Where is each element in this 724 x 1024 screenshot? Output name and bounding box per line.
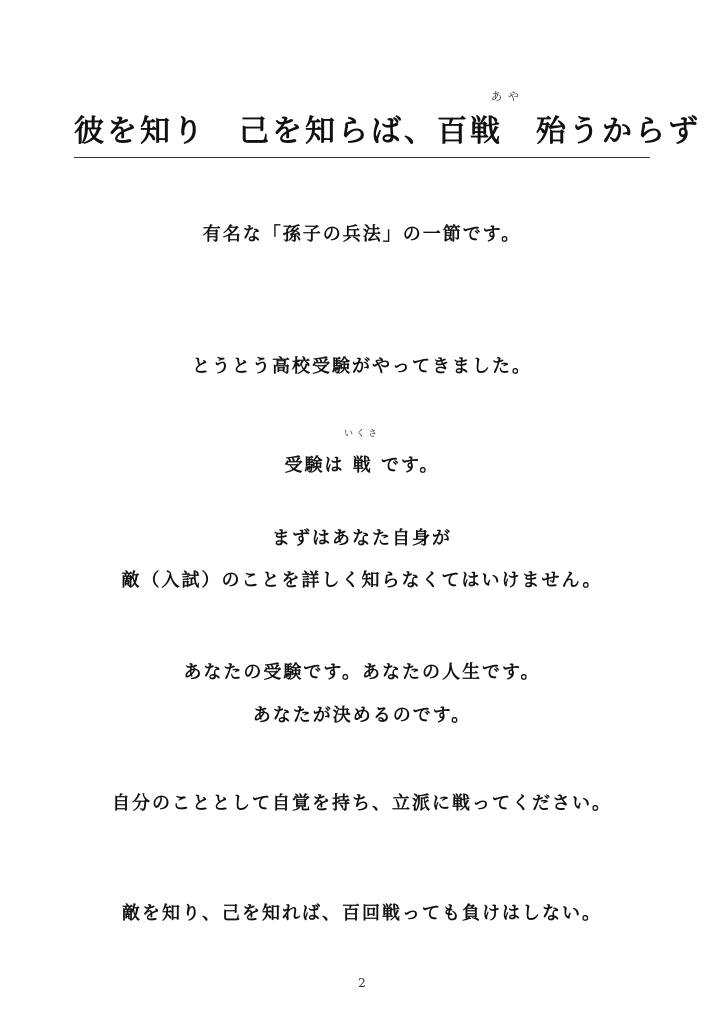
- body-line-you-decide: あなたが決めるのです。: [252, 705, 472, 726]
- title-underline-divider: [74, 157, 650, 158]
- body-line-your-exam-your-life: あなたの受験です。あなたの人生です。: [183, 662, 541, 683]
- battle-ruby-annotation: いくさ: [343, 429, 380, 439]
- body-line-be-aware: 自分のこととして自覚を持ち、立派に戦ってください。: [112, 793, 612, 814]
- title-ruby-annotation: あや: [491, 90, 525, 103]
- body-line-exam-is-battle: 受験は 戦 です。: [284, 455, 440, 476]
- body-line-you-yourself: まずはあなた自身が: [272, 528, 452, 549]
- page-title: 彼を知り 己を知らば、百戦 殆うからず: [74, 114, 701, 149]
- body-line-know-the-enemy: 敵（入試）のことを詳しく知らなくてはいけません。: [121, 570, 603, 591]
- body-line-intro: 有名な「孫子の兵法」の一節です。: [202, 224, 522, 245]
- body-line-exam-arrived: とうとう高校受験がやってきました。: [192, 356, 532, 377]
- body-line-proverb-modern: 敵を知り、己を知れば、百回戦っても負けはしない。: [122, 903, 602, 924]
- page-number: 2: [358, 976, 366, 990]
